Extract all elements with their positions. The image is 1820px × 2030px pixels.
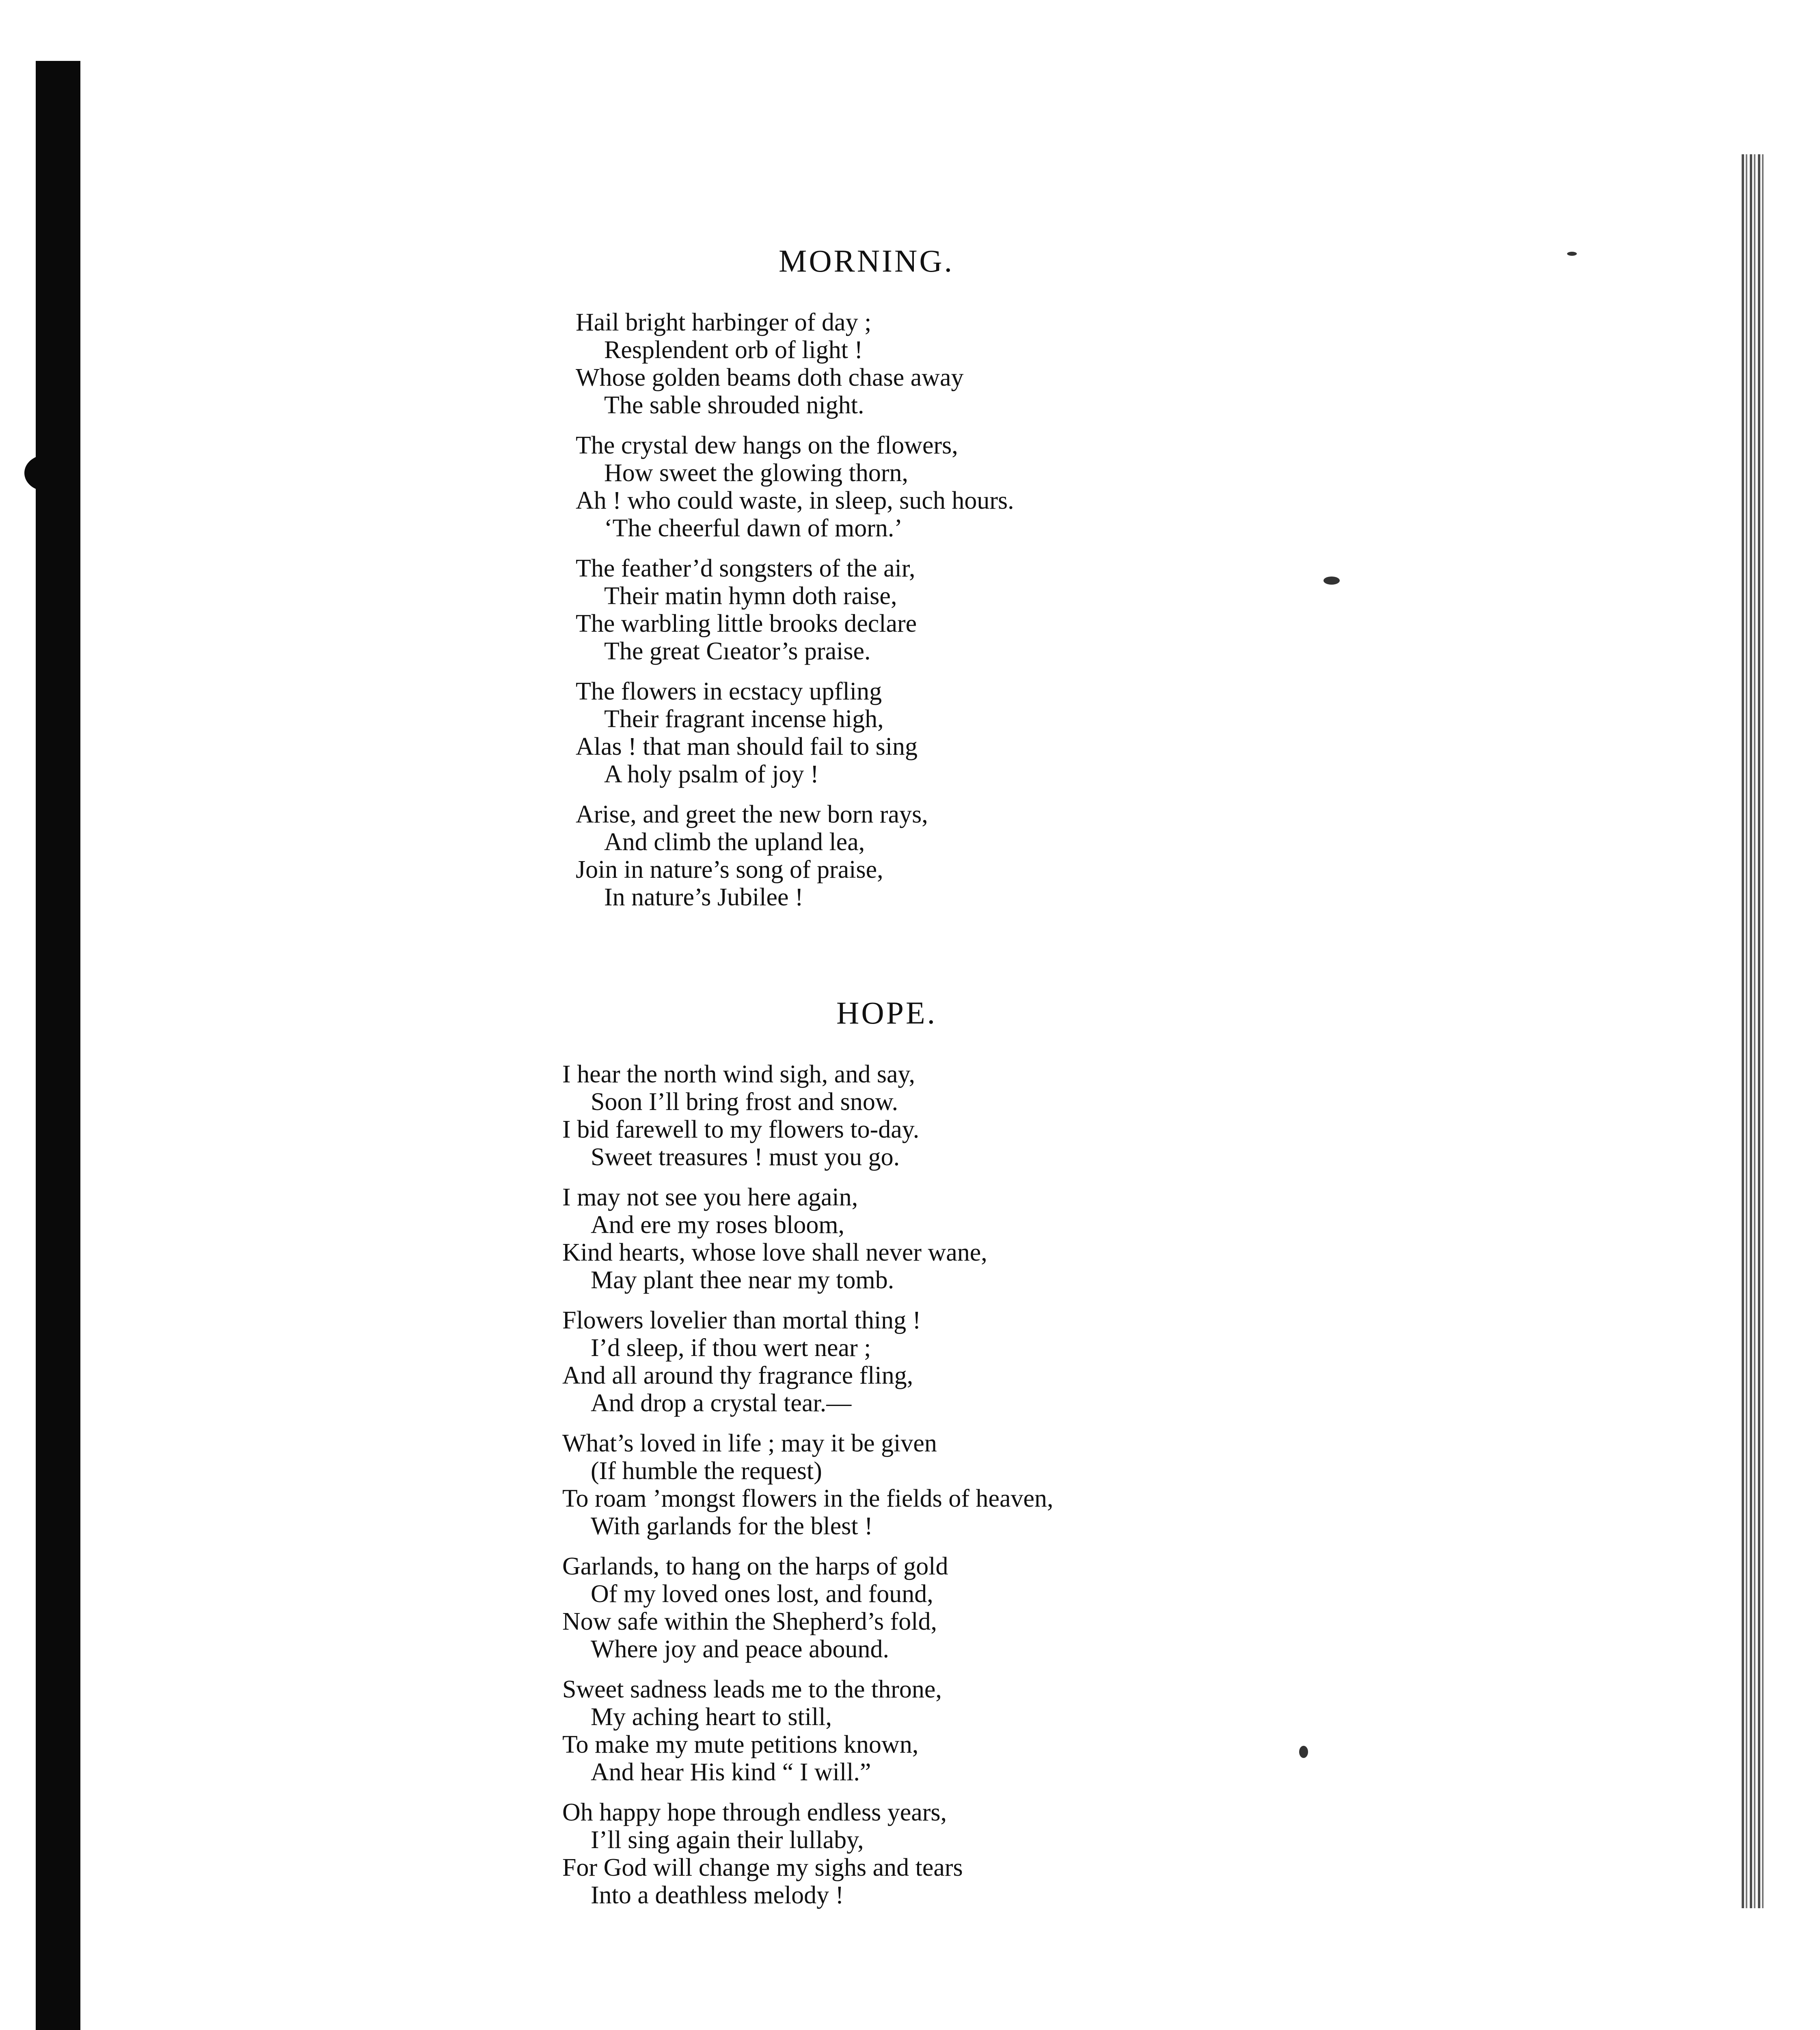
poem-line: Of my loved ones lost, and found, [591,1580,933,1608]
poem-line: Their fragrant incense high, [604,705,884,733]
scan-edge-bar-left [36,61,80,2030]
poem-title: HOPE. [836,995,937,1030]
stanza [576,555,917,665]
poem-line: And climb the upland lea, [604,828,865,856]
poem-line: Sweet sadness leads me to the throne, [562,1676,942,1703]
scan-edge-bar-right [1742,154,1766,1908]
poem-line: Garlands, to hang on the harps of gold [562,1553,948,1580]
stanza [562,1307,921,1417]
poem-line: How sweet the glowing thorn, [604,459,909,487]
scan-speck [1299,1746,1308,1758]
poem-line: To make my mute petitions known, [562,1731,919,1758]
poem-line: The crystal dew hangs on the flowers, [576,432,958,459]
poem-line: For God will change my sighs and tears [562,1854,963,1881]
poem-line: And ere my roses bloom, [591,1211,845,1239]
poem-line: Join in nature’s song of praise, [576,856,883,883]
scan-blot [24,455,69,491]
stanza [576,801,928,911]
poem-line: Their matin hymn doth raise, [604,582,897,610]
poem-line: Where joy and peace abound. [591,1635,889,1663]
poem-line: May plant thee near my tomb. [591,1266,894,1294]
poem-line: Sweet treasures ! must you go. [591,1143,900,1171]
poem-line: And all around thy fragrance fling, [562,1362,913,1389]
poem-line: I hear the north wind sigh, and say, [562,1060,915,1088]
poem-line: The feather’d songsters of the air, [576,555,915,582]
poem-line: With garlands for the blest ! [591,1512,873,1540]
poem-line: I’ll sing again their lullaby, [591,1826,864,1854]
poem-line: Soon I’ll bring frost and snow. [591,1088,898,1116]
poem-line: The flowers in ecstacy upfling [576,678,882,705]
poem-line: And drop a crystal tear.— [591,1389,852,1417]
poem-line: In nature’s Jubilee ! [604,883,803,911]
stanza [562,1430,1054,1540]
poem-line: Whose golden beams doth chase away [576,364,964,391]
stanza [576,309,964,419]
stanza [562,1553,948,1663]
poem-line: Now safe within the Shepherd’s fold, [562,1608,937,1635]
poem-line: I’d sleep, if thou wert near ; [591,1334,871,1362]
poem-line: Into a deathless melody ! [591,1881,844,1909]
poem-line: Alas ! that man should fail to sing [576,733,918,760]
poem-line: Arise, and greet the new born rays, [576,801,928,828]
poem-line: And hear His kind “ I will.” [591,1758,871,1786]
scan-speck [1567,252,1577,256]
poem-line: The warbling little brooks declare [576,610,917,637]
poem-line: ‘The cheerful dawn of morn.’ [604,514,903,542]
poem-line: The great Cıeator’s praise. [604,637,871,665]
poem-line: I may not see you here again, [562,1183,858,1211]
poem-title: MORNING. [779,243,954,279]
poem-line: I bid farewell to my flowers to-day. [562,1116,920,1143]
poem-line: My aching heart to still, [591,1703,832,1731]
poem-line: Oh happy hope through endless years, [562,1799,947,1826]
poem-line: A holy psalm of joy ! [604,760,819,788]
poem-line: Hail bright harbinger of day ; [576,309,872,336]
poem-line: Flowers lovelier than mortal thing ! [562,1307,921,1334]
stanza [562,1799,963,1909]
poem-line: To roam ’mongst flowers in the fields of heaven, [562,1485,1054,1512]
poem-line: What’s loved in life ; may it be given [562,1430,937,1457]
scan-speck [1323,577,1340,585]
stanza [562,1676,942,1786]
poem-line: Ah ! who could waste, in sleep, such hours. [576,487,1014,514]
poem-line: The sable shrouded night. [604,391,864,419]
stanza [576,432,1014,542]
stanza [562,1060,919,1171]
poem-line: Kind hearts, whose love shall never wane, [562,1239,987,1266]
poem-line: Resplendent orb of light ! [604,336,863,364]
stanza [576,678,918,788]
poem-line: (If humble the request) [591,1457,822,1485]
stanza [562,1183,987,1294]
